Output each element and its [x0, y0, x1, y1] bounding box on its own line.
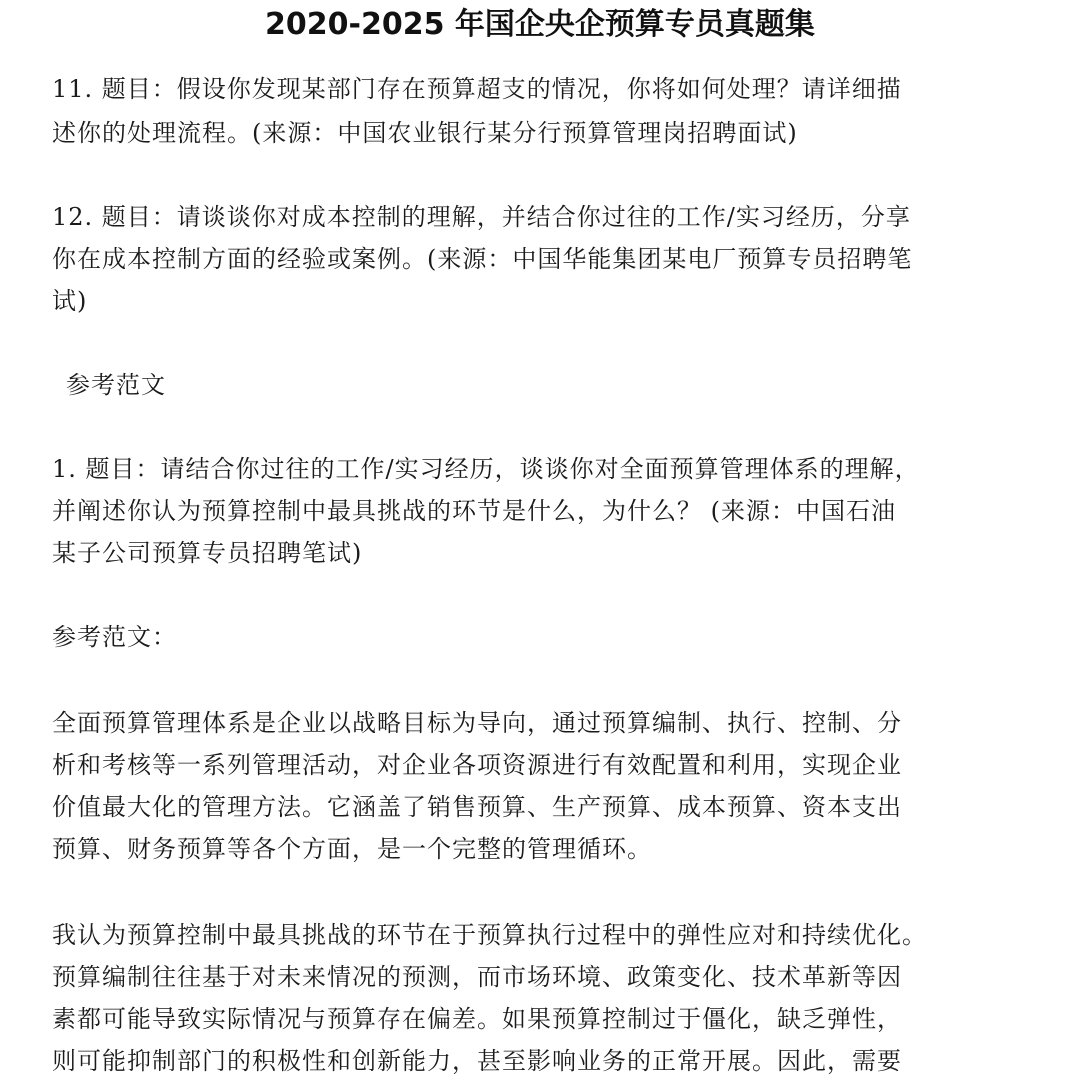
- paragraph-2-line-3: 素都可能导致实际情况与预算存在偏差。如果预算控制过于僵化，缺乏弹性，: [52, 1005, 902, 1033]
- question-12-line-2: 你在成本控制方面的经验或案例。(来源：中国华能集团某电厂预算专员招聘笔: [52, 245, 913, 273]
- question-12-line-3: 试): [52, 287, 88, 315]
- paragraph-1-line-3: 价值最大化的管理方法。它涵盖了销售预算、生产预算、成本预算、资本支出: [52, 793, 902, 821]
- question-1-line-2: 并阐述你认为预算控制中最具挑战的环节是什么，为什么？ (来源：中国石油: [52, 497, 896, 525]
- paragraph-2-line-1: 我认为预算控制中最具挑战的环节在于预算执行过程中的弹性应对和持续优化。: [52, 921, 927, 949]
- question-12-line-1: 12. 题目：请谈谈你对成本控制的理解，并结合你过往的工作/实习经历，分享: [52, 203, 911, 231]
- question-1-line-1: 1. 题目：请结合你过往的工作/实习经历，谈谈你对全面预算管理体系的理解，: [52, 455, 920, 483]
- question-1-line-3: 某子公司预算专员招聘笔试): [52, 539, 363, 567]
- paragraph-1-line-4: 预算、财务预算等各个方面，是一个完整的管理循环。: [52, 835, 652, 863]
- paragraph-2-line-4: 则可能抑制部门的积极性和创新能力，甚至影响业务的正常开展。因此，需要: [52, 1047, 902, 1075]
- answer-label: 参考范文：: [52, 623, 177, 651]
- section-heading: 参考范文: [66, 371, 166, 399]
- question-11-line-1: 11. 题目：假设你发现某部门存在预算超支的情况，你将如何处理？请详细描: [52, 75, 902, 103]
- question-11-line-2: 述你的处理流程。(来源：中国农业银行某分行预算管理岗招聘面试): [52, 119, 798, 147]
- paragraph-1-line-1: 全面预算管理体系是企业以战略目标为导向，通过预算编制、执行、控制、分: [52, 709, 902, 737]
- document-title: 2020-2025 年国企央企预算专员真题集: [265, 7, 815, 42]
- paragraph-1-line-2: 析和考核等一系列管理活动，对企业各项资源进行有效配置和利用，实现企业: [52, 751, 902, 779]
- paragraph-2-line-2: 预算编制往往基于对未来情况的预测，而市场环境、政策变化、技术革新等因: [52, 963, 902, 991]
